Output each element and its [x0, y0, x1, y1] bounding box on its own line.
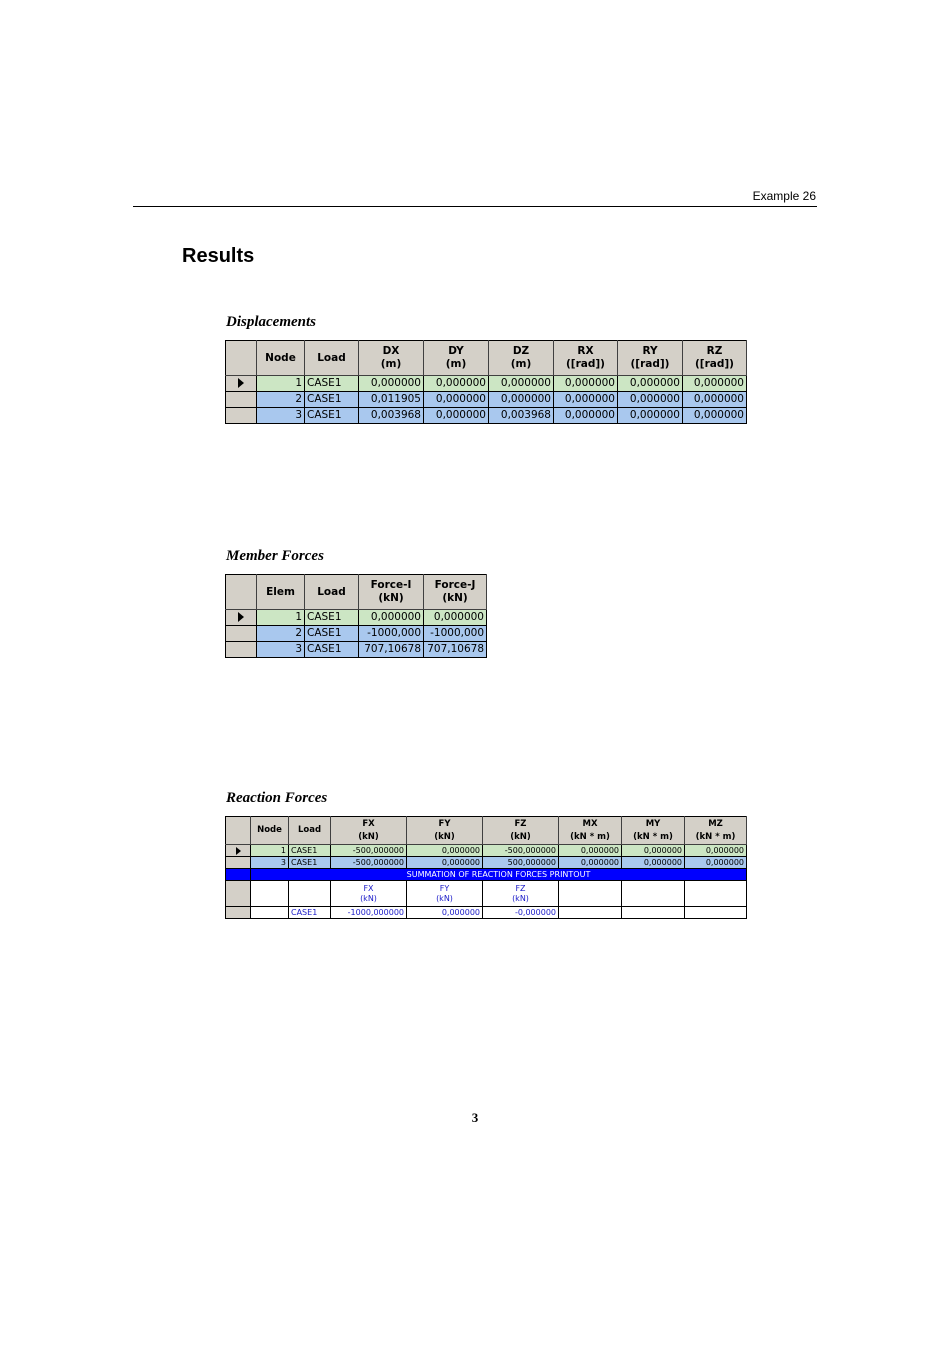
table-row[interactable]: 3 CASE1 -500,000000 0,000000 500,000000 0,000000 0,000000 0,000000: [226, 857, 747, 869]
summation-header-row[interactable]: [226, 881, 747, 907]
summation-column-header: FX (kN): [331, 881, 407, 907]
header-row: [226, 817, 747, 845]
section-title: Results: [182, 245, 255, 267]
column-header[interactable]: FY (kN): [407, 817, 483, 845]
column-header[interactable]: DY (m): [424, 341, 489, 376]
table-row[interactable]: 2 CASE1 0,011905 0,000000 0,000000 0,000000 0,000000 0,000000: [226, 392, 747, 408]
column-header[interactable]: Force-J (kN): [424, 575, 487, 610]
column-header[interactable]: Elem: [257, 575, 305, 610]
column-header[interactable]: FX (kN): [331, 817, 407, 845]
column-header[interactable]: RZ ([rad]): [683, 341, 747, 376]
row-selector[interactable]: [226, 626, 257, 642]
table-row[interactable]: 1 CASE1 0,000000 0,000000: [226, 610, 487, 626]
reaction-forces-caption: Reaction Forces: [226, 790, 328, 806]
summation-title: SUMMATION OF REACTION FORCES PRINTOUT: [251, 869, 747, 881]
row-selector-current[interactable]: [226, 845, 251, 857]
table-row[interactable]: 2 CASE1 -1000,000 -1000,000: [226, 626, 487, 642]
row-selector-current[interactable]: [226, 610, 257, 626]
header-row: [226, 341, 747, 376]
row-selector[interactable]: [226, 869, 251, 881]
summation-column-header: FZ (kN): [483, 881, 559, 907]
table-row[interactable]: 1 CASE1 -500,000000 0,000000 -500,000000 0,000000 0,000000 0,000000: [226, 845, 747, 857]
column-header[interactable]: FZ (kN): [483, 817, 559, 845]
row-selector[interactable]: [226, 881, 251, 907]
current-row-arrow-icon: [238, 378, 244, 388]
table-row[interactable]: 3 CASE1 707,10678 707,10678: [226, 642, 487, 658]
column-header[interactable]: Load: [289, 817, 331, 845]
column-header[interactable]: RY ([rad]): [618, 341, 683, 376]
corner-cell[interactable]: [226, 575, 257, 610]
row-selector-current[interactable]: [226, 376, 257, 392]
column-header[interactable]: Load: [305, 341, 359, 376]
member-forces-caption: Member Forces: [226, 548, 324, 564]
column-header[interactable]: DZ (m): [489, 341, 554, 376]
column-header[interactable]: MZ (kN * m): [685, 817, 747, 845]
header-rule: [133, 206, 817, 207]
corner-cell[interactable]: [226, 817, 251, 845]
displacements-caption: Displacements: [226, 314, 316, 330]
table-row[interactable]: 3 CASE1 0,003968 0,000000 0,003968 0,000000 0,000000 0,000000: [226, 408, 747, 424]
table-row[interactable]: 1 CASE1 0,000000 0,000000 0,000000 0,000000 0,000000 0,000000: [226, 376, 747, 392]
row-selector[interactable]: [226, 408, 257, 424]
column-header[interactable]: Force-I (kN): [359, 575, 424, 610]
displacements-table: [225, 340, 747, 424]
column-header[interactable]: RX ([rad]): [554, 341, 618, 376]
column-header[interactable]: MX (kN * m): [559, 817, 622, 845]
row-selector[interactable]: [226, 857, 251, 869]
current-row-arrow-icon: [238, 612, 244, 622]
column-header[interactable]: Node: [251, 817, 289, 845]
member-forces-table: [225, 574, 487, 658]
column-header[interactable]: DX (m): [359, 341, 424, 376]
current-row-arrow-icon: [236, 847, 241, 855]
row-selector[interactable]: [226, 907, 251, 919]
running-header: Example 26: [752, 189, 816, 203]
row-selector[interactable]: [226, 642, 257, 658]
page-number: 3: [471, 1110, 479, 1125]
corner-cell[interactable]: [226, 341, 257, 376]
header-row: [226, 575, 487, 610]
column-header[interactable]: MY (kN * m): [622, 817, 685, 845]
row-selector[interactable]: [226, 392, 257, 408]
column-header[interactable]: Node: [257, 341, 305, 376]
summation-banner-row[interactable]: [226, 869, 747, 881]
reaction-forces-table: [225, 816, 747, 919]
column-header[interactable]: Load: [305, 575, 359, 610]
summation-row[interactable]: CASE1 -1000,000000 0,000000 -0,000000: [226, 907, 747, 919]
summation-column-header: FY (kN): [407, 881, 483, 907]
